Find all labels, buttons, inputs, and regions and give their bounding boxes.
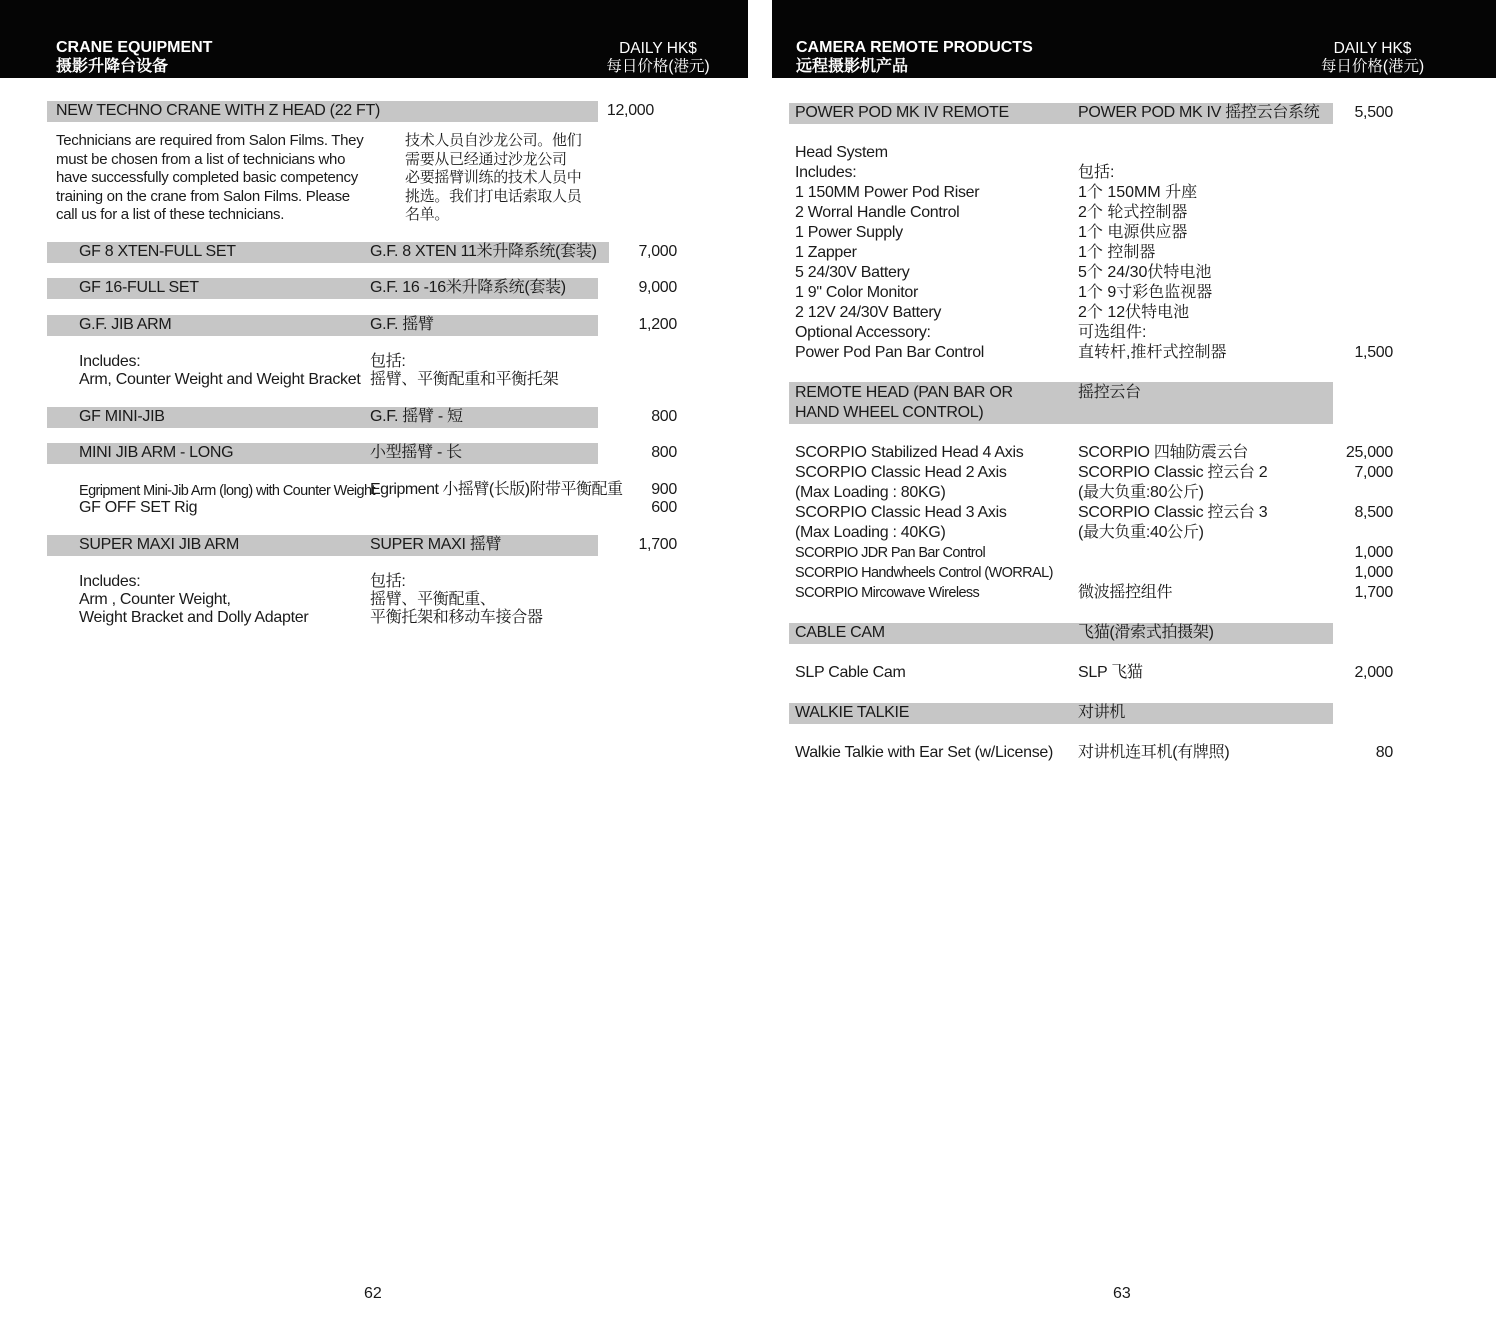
technician-note-zh: 技术人员自沙龙公司。他们 需要从已经通过沙龙公司 必要摇臂训练的技术人员中 挑选。我们打电话索取人员 名单。 [405,132,582,223]
scorpio-price: 7,000 [1354,464,1393,481]
scorpio-price: 1,000 [1354,564,1393,581]
item-price: 7,000 [638,243,677,260]
left-page-number: 62 [364,1285,382,1302]
scorpio-price: 25,000 [1345,444,1393,461]
slp-cable-cam-name-zh: SLP 飞猫 [1078,664,1143,681]
slp-cable-cam-name: SLP Cable Cam [795,664,906,681]
scorpio-name: SCORPIO JDR Pan Bar Control [795,545,986,561]
powerpod-price: 5,500 [1354,104,1393,121]
item-name-zh: G.F. 16 -16米升降系统(套装) [370,279,566,296]
item-name-zh: G.F. 摇臂 - 短 [370,408,463,425]
item-price: 800 [651,444,677,461]
scorpio-name: SCORPIO Mircowave Wireless [795,585,980,601]
walkie-item-name-zh: 对讲机连耳机(有牌照) [1078,744,1230,761]
techno-crane-price: 12,000 [606,102,654,119]
right-title-zh: 远程摄影机产品 [796,58,909,75]
item-price: 1,200 [638,316,677,333]
remote-head-name: REMOTE HEAD (PAN BAR OR HAND WHEEL CONTROL) [795,384,1013,421]
egripment-name-zh: Egripment 小摇臂(长版)附带平衡配重 [370,481,623,498]
left-title-en: CRANE EQUIPMENT [56,39,213,56]
scorpio-name-zh: (最大负重:40公斤) [1078,524,1204,541]
item-price: 800 [651,408,677,425]
remote-head-name-zh: 摇控云台 [1078,384,1141,401]
item-name-zh: 小型摇臂 - 长 [370,444,462,461]
jib-includes-en: Includes: Arm, Counter Weight and Weight Bracket [79,353,361,388]
offset-rig-price: 600 [651,499,677,516]
item-name: GF MINI-JIB [79,408,165,425]
left-title-zh: 摄影升降台设备 [56,58,169,75]
walkie-talkie-name: WALKIE TALKIE [795,704,910,721]
scorpio-name-zh: (最大负重:80公斤) [1078,484,1204,501]
egripment-name: Egripment Mini-Jib Arm (long) with Counter Weight [79,483,375,499]
powerpod-optional-price: 1,500 [1354,344,1393,361]
powerpod-name-zh: POWER POD MK IV 摇控云台系统 [1078,104,1320,121]
scorpio-name-zh: SCORPIO 四轴防震云台 [1078,444,1249,461]
scorpio-price: 1,000 [1354,544,1393,561]
offset-rig-name: GF OFF SET Rig [79,499,198,516]
left-section-title [56,38,212,76]
scorpio-name-zh: SCORPIO Classic 控云台 3 [1078,504,1268,521]
item-name-zh: SUPER MAXI 摇臂 [370,536,502,553]
scorpio-name-zh: 微波摇控组件 [1078,584,1173,601]
walkie-item-price: 80 [1375,744,1393,761]
slp-cable-cam-price: 2,000 [1354,664,1393,681]
scorpio-name: SCORPIO Classic Head 2 Axis [795,464,1007,481]
item-name: GF 16-FULL SET [79,279,199,296]
scorpio-price: 1,700 [1354,584,1393,601]
item-name: GF 8 XTEN-FULL SET [79,243,236,260]
item-name-zh: G.F. 8 XTEN 11米升降系统(套装) [370,243,597,260]
item-name: G.F. JIB ARM [79,316,172,333]
right-section-title [796,38,1033,76]
item-name: MINI JIB ARM - LONG [79,444,234,461]
jib-includes-zh: 包括: 摇臂、平衡配重和平衡托架 [370,353,559,388]
right-daily-price-label: DAILY HK$ 每日价格(港元) [1320,40,1425,75]
cable-cam-name: CABLE CAM [795,624,885,641]
left-daily-price-label: DAILY HK$ 每日价格(港元) [606,40,710,75]
cable-cam-name-zh: 飞猫(滑索式拍摄架) [1078,624,1214,641]
right-title-en: CAMERA REMOTE PRODUCTS [796,39,1033,56]
powerpod-name: POWER POD MK IV REMOTE [795,104,1009,121]
egripment-price: 900 [651,481,677,498]
right-page-number: 63 [1113,1285,1131,1302]
scorpio-price: 8,500 [1354,504,1393,521]
item-price: 9,000 [638,279,677,296]
powerpod-list-zh: 包括: 1个 150MM 升座 2个 轮式控制器 1个 电源供应器 1个 控制器 5个 24/30伏特电池 1个 9寸彩色监视器 2个 12伏特电池 可选组件: 直转杆,推杆式控制器 [1078,164,1227,361]
scorpio-name: SCORPIO Handwheels Control (WORRAL) [795,565,1053,581]
item-name-zh: G.F. 摇臂 [370,316,434,333]
scorpio-name: (Max Loading : 40KG) [795,524,946,541]
maxi-includes-en: Includes: Arm , Counter Weight, Weight Bracket and Dolly Adapter [79,573,309,626]
item-price: 1,700 [638,536,677,553]
scorpio-name: SCORPIO Stabilized Head 4 Axis [795,444,1024,461]
techno-crane-name: NEW TECHNO CRANE WITH Z HEAD (22 FT) [56,102,381,119]
walkie-talkie-name-zh: 对讲机 [1078,704,1126,721]
scorpio-name-zh: SCORPIO Classic 控云台 2 [1078,464,1268,481]
scorpio-name: SCORPIO Classic Head 3 Axis [795,504,1007,521]
walkie-item-name: Walkie Talkie with Ear Set (w/License) [795,744,1054,761]
powerpod-list-en: Head System Includes: 1 150MM Power Pod Riser 2 Worral Handle Control 1 Power Supply 1 Zapper 5 24/30V Battery 1 9" Color Monitor 2 12V 24/30V Battery Optional Accessory: Power Pod Pan Bar Control [795,144,985,361]
technician-note-en: Technicians are required from Salon Films. They must be chosen from a list of technicians who have successfully completed basic competency training on the crane from Salon Films. Please call us for a list of these technicians. [56,132,364,223]
scorpio-name: (Max Loading : 80KG) [795,484,946,501]
maxi-includes-zh: 包括: 摇臂、平衡配重、 平衡托架和移动车接合器 [370,573,543,626]
item-name: SUPER MAXI JIB ARM [79,536,239,553]
